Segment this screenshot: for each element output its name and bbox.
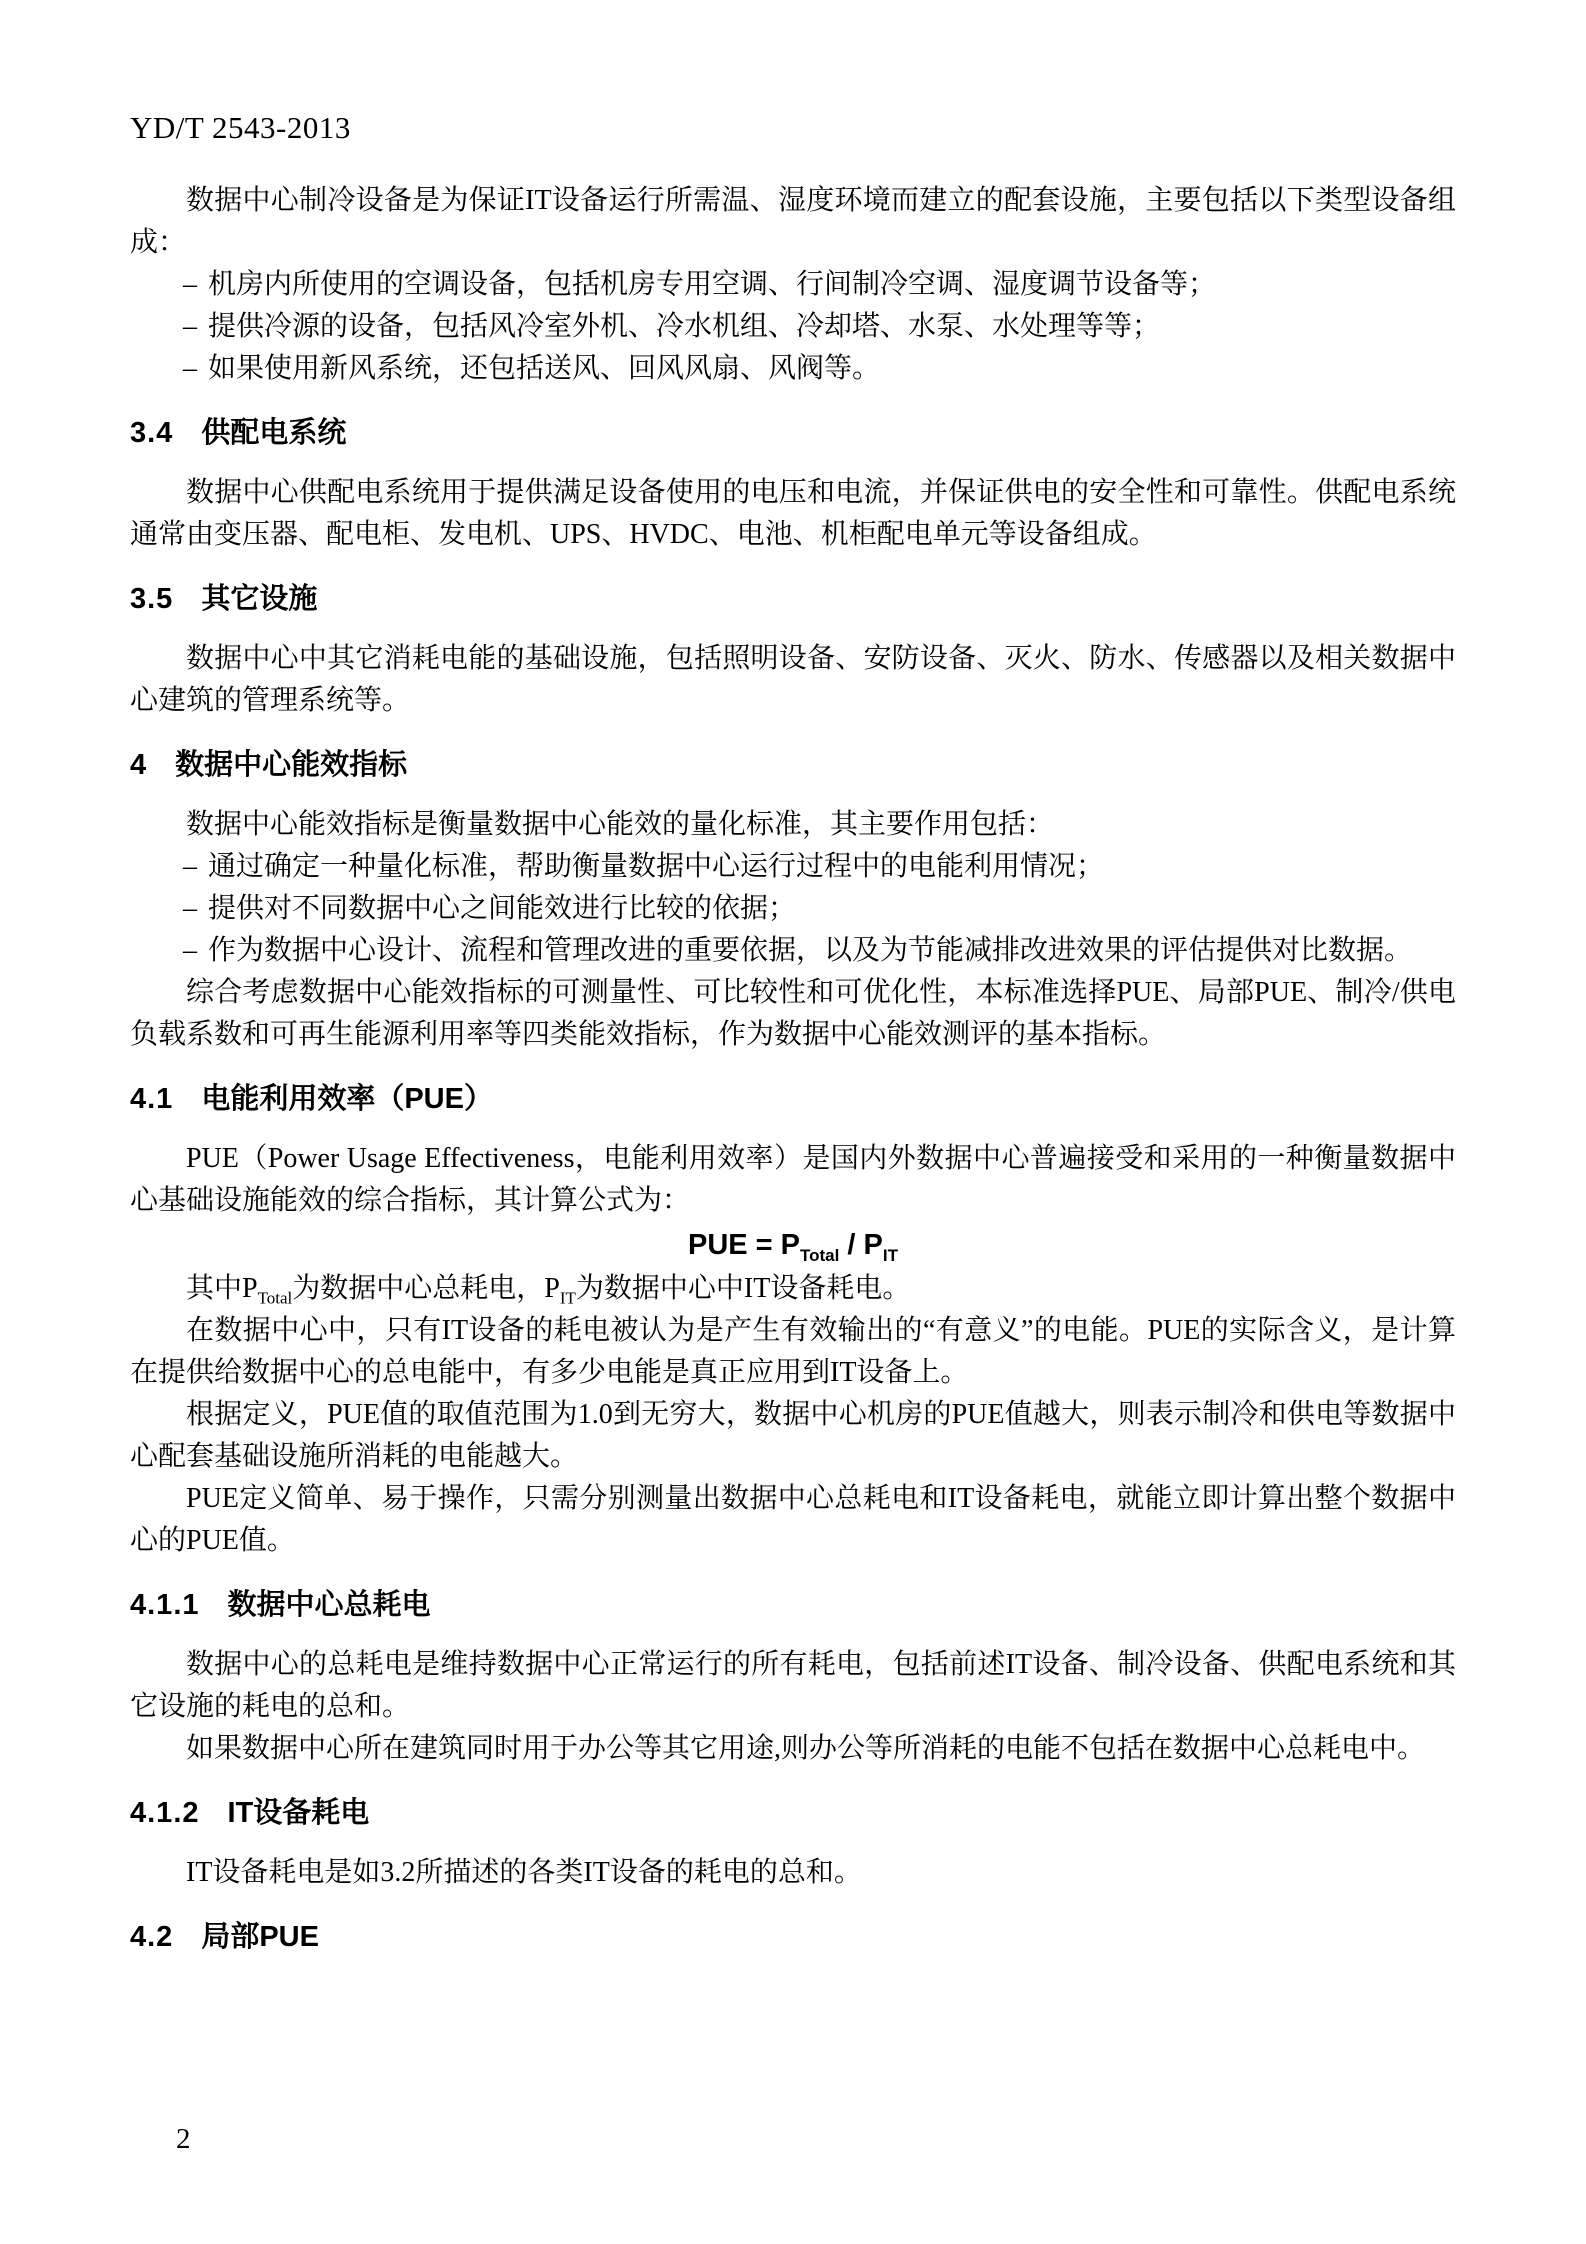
inline-subscript: Total [257, 1288, 293, 1308]
list-item [130, 348, 1456, 390]
list-item-text: 作为数据中心设计、流程和管理改进的重要依据，以及为节能减排改进效果的评估提供对比数据。 [208, 935, 1413, 966]
list-item [130, 888, 1456, 930]
paragraph-text: 为数据中心中IT设备耗电。 [575, 1273, 911, 1304]
section-heading-3-4 [130, 412, 1456, 454]
section-heading-4-2 [130, 1916, 1456, 1958]
paragraph-pue-range: 根据定义，PUE值的取值范围为1.0到无穷大，数据中心机房的PUE值越大，则表示制冷和供电等数据中心配套基础设施所消耗的电能越大。 [130, 1399, 1456, 1472]
section-title: 供配电系统 [201, 417, 347, 449]
section-title: 数据中心能效指标 [175, 749, 408, 781]
section-title: 电能利用效率（PUE） [201, 1083, 493, 1115]
section-title: 其它设施 [201, 583, 318, 615]
running-header: YD/T 2543-2013 [130, 110, 351, 145]
list-item [130, 846, 1456, 888]
section-heading-4-1-2 [130, 1792, 1456, 1834]
list-dash: – [183, 893, 197, 924]
list-item [130, 306, 1456, 348]
list-item [130, 264, 1456, 306]
list-item-text: 提供对不同数据中心之间能效进行比较的依据； [208, 893, 797, 924]
section-number: 3.4 [130, 417, 174, 449]
paragraph-text: 为数据中心总耗电，P [292, 1273, 560, 1304]
paragraph-pue-simplicity: PUE定义简单、易于操作，只需分别测量出数据中心总耗电和IT设备耗电，就能立即计算出整个数据中心的PUE值。 [130, 1483, 1456, 1556]
section-number: 4.1.2 [130, 1797, 200, 1829]
list-dash: – [183, 353, 197, 384]
list-item-text: 如果使用新风系统，还包括送风、回风风扇、风阀等。 [208, 353, 881, 384]
paragraph-formula-terms [130, 1268, 1456, 1310]
section-number: 3.5 [130, 583, 174, 615]
list-item-text: 提供冷源的设备，包括风冷室外机、冷水机组、冷却塔、水泵、水处理等等； [208, 311, 1161, 342]
paragraph-text: 其中P [186, 1273, 258, 1304]
section-title: 局部PUE [201, 1921, 319, 1953]
list-dash: – [183, 311, 197, 342]
list-item-text: 通过确定一种量化标准，帮助衡量数据中心运行过程中的电能利用情况； [208, 851, 1105, 882]
section-number: 4.2 [130, 1921, 174, 1953]
paragraph-kpi-summary: 综合考虑数据中心能效指标的可测量性、可比较性和可优化性，本标准选择PUE、局部PUE、制冷/供电负载系数和可再生能源利用率等四类能效指标，作为数据中心能效测评的基本指标。 [130, 977, 1456, 1050]
formula-subscript: Total [800, 1245, 840, 1265]
inline-subscript: IT [559, 1288, 576, 1308]
section-number: 4.1.1 [130, 1589, 200, 1621]
formula-subscript: IT [882, 1245, 898, 1265]
list-item [130, 930, 1456, 972]
list-item-text: 机房内所使用的空调设备，包括机房专用空调、行间制冷空调、湿度调节设备等； [208, 269, 1217, 300]
paragraph-pue-meaning: 在数据中心中，只有IT设备的耗电被认为是产生有效输出的“有意义”的电能。PUE的实际含义，是计算在提供给数据中心的总电能中，有多少电能是真正应用到IT设备上。 [130, 1315, 1456, 1388]
section-title: 数据中心总耗电 [227, 1589, 431, 1621]
pue-formula [130, 1224, 1456, 1266]
paragraph-pue-definition: PUE（Power Usage Effectiveness，电能利用效率）是国内外数据中心普遍接受和采用的一种衡量数据中心基础设施能效的综合指标，其计算公式为： [130, 1143, 1456, 1216]
section-heading-4 [130, 744, 1456, 786]
formula-text: / P [839, 1229, 883, 1261]
section-heading-3-5 [130, 578, 1456, 620]
paragraph-cooling-intro: 数据中心制冷设备是为保证IT设备运行所需温、湿度环境而建立的配套设施，主要包括以下类型设备组成： [130, 185, 1456, 258]
paragraph-kpi-intro: 数据中心能效指标是衡量数据中心能效的量化标准，其主要作用包括： [186, 809, 1055, 840]
paragraph-total-power-2: 如果数据中心所在建筑同时用于办公等其它用途,则办公等所消耗的电能不包括在数据中心总耗电中。 [186, 1733, 1426, 1764]
section-heading-4-1 [130, 1078, 1456, 1120]
page-number: 2 [176, 2123, 191, 2155]
list-dash: – [183, 935, 197, 966]
paragraph-other-facilities: 数据中心中其它消耗电能的基础设施，包括照明设备、安防设备、灭火、防水、传感器以及相关数据中心建筑的管理系统等。 [130, 643, 1456, 716]
section-number: 4 [130, 749, 148, 781]
list-dash: – [183, 851, 197, 882]
document-content [130, 106, 1456, 1976]
paragraph-power-distribution: 数据中心供配电系统用于提供满足设备使用的电压和电流，并保证供电的安全性和可靠性。供配电系统通常由变压器、配电柜、发电机、UPS、HVDC、电池、机柜配电单元等设备组成。 [130, 477, 1456, 550]
section-number: 4.1 [130, 1083, 174, 1115]
formula-text: PUE = P [687, 1229, 801, 1261]
paragraph-it-power: IT设备耗电是如3.2所描述的各类IT设备的耗电的总和。 [186, 1857, 862, 1888]
section-heading-4-1-1 [130, 1584, 1456, 1626]
section-title: IT设备耗电 [227, 1797, 370, 1829]
paragraph-total-power-1: 数据中心的总耗电是维持数据中心正常运行的所有耗电，包括前述IT设备、制冷设备、供配电系统和其它设施的耗电的总和。 [130, 1649, 1456, 1722]
list-dash: – [183, 269, 197, 300]
